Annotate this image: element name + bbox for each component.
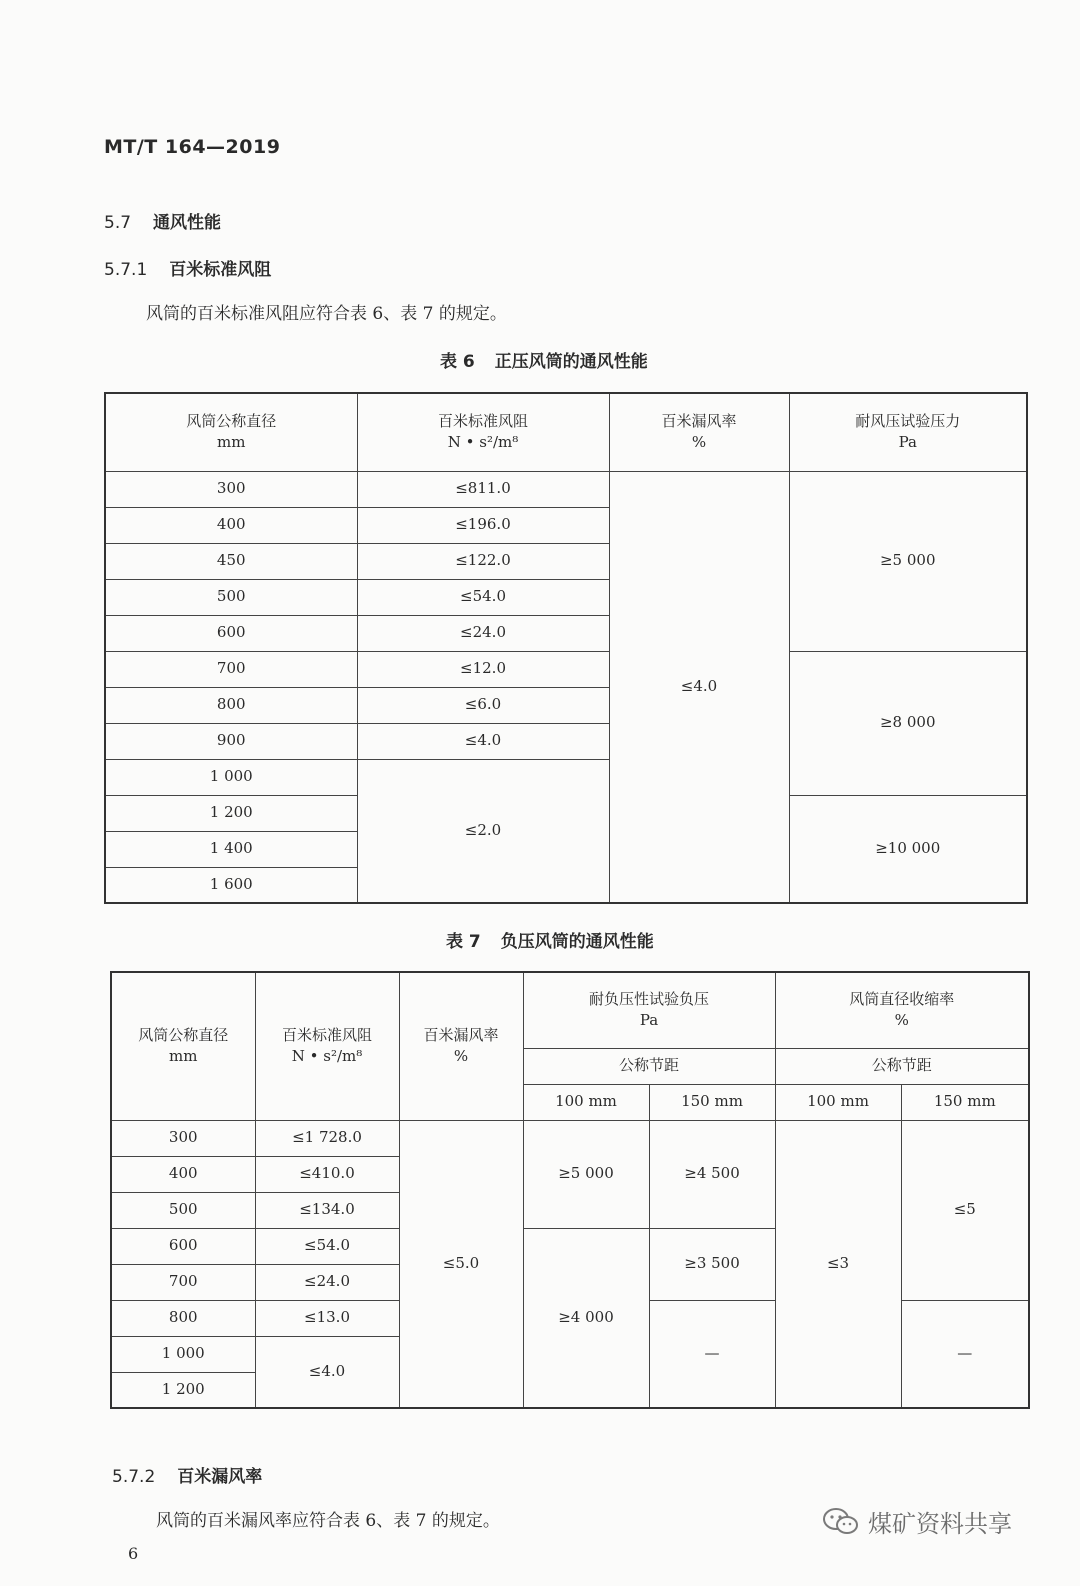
header-text: 百米标准风阻 xyxy=(437,411,528,430)
diameter-cell: 300 xyxy=(111,1120,255,1156)
diameter-cell: 1 200 xyxy=(111,1372,255,1408)
table-header-row xyxy=(111,972,1029,1048)
header-unit: N • s²/m⁸ xyxy=(291,1047,363,1066)
pitch-header: 公称节距 xyxy=(775,1048,1029,1084)
diameter-cell: 900 xyxy=(105,723,357,759)
section-title: 通风性能 xyxy=(153,213,222,233)
page-number: 6 xyxy=(128,1544,139,1563)
header-unit: N • s²/m⁸ xyxy=(447,433,519,452)
header-text: 耐负压性试验负压 xyxy=(589,989,710,1008)
header-text: 耐风压试验压力 xyxy=(855,411,961,430)
header-unit: Pa xyxy=(639,1011,659,1030)
shrink-150-cell: — xyxy=(901,1300,1029,1408)
section-number: 5.7.1 xyxy=(104,260,148,280)
paragraph-5-7-2: 风筒的百米漏风率应符合表 6、表 7 的规定。 xyxy=(156,1511,500,1531)
diameter-cell: 1 200 xyxy=(105,795,357,831)
neg-pressure-150-cell: — xyxy=(649,1300,775,1408)
header-cell xyxy=(357,393,609,471)
diameter-cell: 500 xyxy=(105,579,357,615)
resistance-cell: ≤12.0 xyxy=(357,651,609,687)
header-unit: % xyxy=(691,433,707,452)
header-text: 风筒公称直径 xyxy=(186,411,277,430)
table-7 xyxy=(110,971,1030,1409)
resistance-cell: ≤134.0 xyxy=(255,1192,399,1228)
watermark xyxy=(822,1504,1012,1539)
diameter-cell: 800 xyxy=(111,1300,255,1336)
pitch-header: 公称节距 xyxy=(523,1048,775,1084)
leakage-cell: ≤4.0 xyxy=(609,471,789,903)
resistance-cell: ≤54.0 xyxy=(255,1228,399,1264)
header-unit: Pa xyxy=(898,433,917,452)
table-6-caption xyxy=(440,347,648,372)
pressure-cell: ≥8 000 xyxy=(789,651,1027,795)
header-unit: mm xyxy=(169,1047,198,1066)
resistance-cell: ≤4.0 xyxy=(357,723,609,759)
header-cell xyxy=(255,972,399,1120)
section-5-7-2 xyxy=(112,1462,262,1487)
shrink-100-cell: ≤3 xyxy=(775,1120,901,1408)
header-cell xyxy=(609,393,789,471)
wechat-icon xyxy=(822,1507,860,1537)
caption-title: 正压风筒的通风性能 xyxy=(494,352,648,372)
table-6 xyxy=(104,392,1028,904)
pitch-100-header: 100 mm xyxy=(775,1084,901,1120)
section-title: 百米漏风率 xyxy=(177,1467,263,1487)
neg-pressure-100-cell: ≥5 000 xyxy=(523,1120,649,1228)
diameter-cell: 450 xyxy=(105,543,357,579)
header-text: 百米漏风率 xyxy=(661,411,737,430)
pitch-100-header: 100 mm xyxy=(523,1084,649,1120)
pressure-cell: ≥5 000 xyxy=(789,471,1027,651)
neg-pressure-150-cell: ≥4 500 xyxy=(649,1120,775,1228)
header-text: 风筒直径收缩率 xyxy=(849,989,955,1008)
neg-pressure-100-cell: ≥4 000 xyxy=(523,1228,649,1408)
resistance-cell: ≤196.0 xyxy=(357,507,609,543)
diameter-cell: 400 xyxy=(111,1156,255,1192)
resistance-cell: ≤811.0 xyxy=(357,471,609,507)
resistance-cell: ≤122.0 xyxy=(357,543,609,579)
resistance-cell: ≤24.0 xyxy=(255,1264,399,1300)
section-number: 5.7.2 xyxy=(112,1467,156,1487)
resistance-cell: ≤2.0 xyxy=(357,759,609,903)
diameter-cell: 600 xyxy=(105,615,357,651)
caption-number: 表 7 xyxy=(446,932,481,952)
resistance-cell: ≤13.0 xyxy=(255,1300,399,1336)
resistance-cell: ≤6.0 xyxy=(357,687,609,723)
resistance-cell: ≤1 728.0 xyxy=(255,1120,399,1156)
header-cell xyxy=(105,393,357,471)
diameter-cell: 1 400 xyxy=(105,831,357,867)
header-cell xyxy=(775,972,1029,1048)
header-text: 风筒公称直径 xyxy=(138,1025,229,1044)
diameter-cell: 500 xyxy=(111,1192,255,1228)
diameter-cell: 600 xyxy=(111,1228,255,1264)
table-row xyxy=(111,1120,1029,1156)
header-unit: % xyxy=(894,1011,909,1030)
resistance-cell: ≤4.0 xyxy=(255,1336,399,1408)
table-7-caption xyxy=(446,927,654,952)
section-number: 5.7 xyxy=(104,213,132,233)
diameter-cell: 1 000 xyxy=(105,759,357,795)
pitch-150-header: 150 mm xyxy=(649,1084,775,1120)
section-5-7 xyxy=(104,208,221,233)
table-row xyxy=(105,471,1027,507)
header-text: 百米漏风率 xyxy=(423,1025,499,1044)
diameter-cell: 300 xyxy=(105,471,357,507)
watermark-text: 煤矿资料共享 xyxy=(868,1510,1012,1538)
header-unit: % xyxy=(453,1047,469,1066)
caption-number: 表 6 xyxy=(440,352,475,372)
diameter-cell: 1 000 xyxy=(111,1336,255,1372)
resistance-cell: ≤54.0 xyxy=(357,579,609,615)
header-unit: mm xyxy=(217,433,246,452)
header-text: 百米标准风阻 xyxy=(281,1025,372,1044)
resistance-cell: ≤24.0 xyxy=(357,615,609,651)
header-cell xyxy=(111,972,255,1120)
section-title: 百米标准风阻 xyxy=(169,260,272,280)
pressure-cell: ≥10 000 xyxy=(789,795,1027,903)
shrink-150-cell: ≤5 xyxy=(901,1120,1029,1300)
paragraph-5-7-1: 风筒的百米标准风阻应符合表 6、表 7 的规定。 xyxy=(146,304,507,324)
pitch-150-header: 150 mm xyxy=(901,1084,1029,1120)
caption-title: 负压风筒的通风性能 xyxy=(500,932,654,952)
table-row xyxy=(105,651,1027,687)
neg-pressure-150-cell: ≥3 500 xyxy=(649,1228,775,1300)
header-cell xyxy=(523,972,775,1048)
table-header-row xyxy=(105,393,1027,471)
header-cell xyxy=(789,393,1027,471)
diameter-cell: 700 xyxy=(111,1264,255,1300)
header-cell xyxy=(399,972,523,1120)
leakage-cell: ≤5.0 xyxy=(399,1120,523,1408)
diameter-cell: 400 xyxy=(105,507,357,543)
section-5-7-1 xyxy=(104,255,271,280)
diameter-cell: 1 600 xyxy=(105,867,357,903)
document-header: MT/T 164—2019 xyxy=(104,136,281,158)
diameter-cell: 800 xyxy=(105,687,357,723)
diameter-cell: 700 xyxy=(105,651,357,687)
resistance-cell: ≤410.0 xyxy=(255,1156,399,1192)
